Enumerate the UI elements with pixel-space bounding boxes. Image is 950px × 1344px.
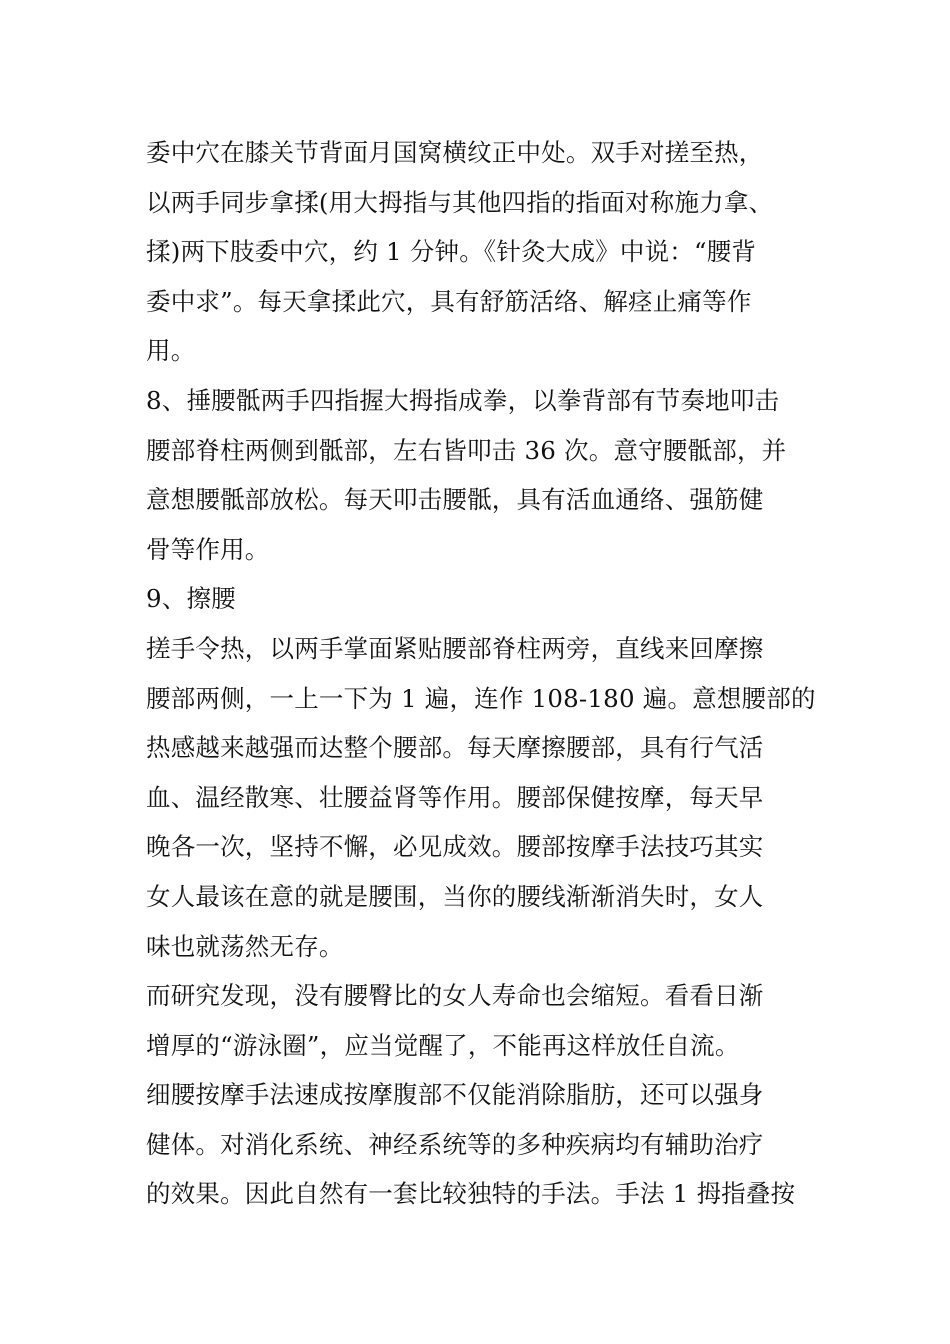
text-line: 细腰按摩手法速成按摩腹部不仅能消除脂肪，还可以强身 xyxy=(146,1080,764,1110)
text-line: 揉)两下肢委中穴，约 1 分钟。《针灸大成》中说：“腰背 xyxy=(146,237,757,267)
text-line: 增厚的“游泳圈”，应当觉醒了，不能再这样放任自流。 xyxy=(146,1030,740,1060)
text-line: 搓手令热，以两手掌面紧贴腰部脊柱两旁，直线来回摩擦 xyxy=(146,633,764,663)
text-line: 委中求”。每天拿揉此穴，具有舒筋活络、解痉止痛等作 xyxy=(146,286,752,316)
text-line: 的效果。因此自然有一套比较独特的手法。手法 1 拇指叠按 xyxy=(146,1179,796,1209)
text-line: 味也就荡然无存。 xyxy=(146,931,344,961)
text-line: 以两手同步拿揉(用大拇指与其他四指的指面对称施力拿、 xyxy=(146,187,774,217)
text-line: 而研究发现，没有腰臀比的女人寿命也会缩短。看看日渐 xyxy=(146,981,764,1011)
body-text xyxy=(146,128,816,1219)
text-line: 健体。对消化系统、神经系统等的多种疾病均有辅助治疗 xyxy=(146,1129,764,1159)
text-line: 8、捶腰骶两手四指握大拇指成拳，以拳背部有节奏地叩击 xyxy=(146,385,780,415)
text-line: 腰部脊柱两侧到骶部，左右皆叩击 36 次。意守腰骶部，并 xyxy=(146,435,787,465)
text-line: 晚各一次，坚持不懈，必见成效。腰部按摩手法技巧其实 xyxy=(146,832,764,862)
section-heading: 9、擦腰 xyxy=(146,584,236,614)
text-line: 意想腰骶部放松。每天叩击腰骶，具有活血通络、强筋健 xyxy=(146,485,764,515)
text-line: 委中穴在膝关节背面月国窝横纹正中处。双手对搓至热， xyxy=(146,138,764,167)
text-line: 女人最该在意的就是腰围，当你的腰线渐渐消失时，女人 xyxy=(146,881,764,911)
text-line: 骨等作用。 xyxy=(146,534,270,564)
text-line: 血、温经散寒、壮腰益肾等作用。腰部保健按摩，每天早 xyxy=(146,782,764,812)
text-line: 腰部两侧，一上一下为 1 遍，连作 108-180 遍。意想腰部的 xyxy=(146,683,816,713)
text-line: 热感越来越强而达整个腰部。每天摩擦腰部，具有行气活 xyxy=(146,733,764,763)
text-line: 用。 xyxy=(146,336,196,366)
